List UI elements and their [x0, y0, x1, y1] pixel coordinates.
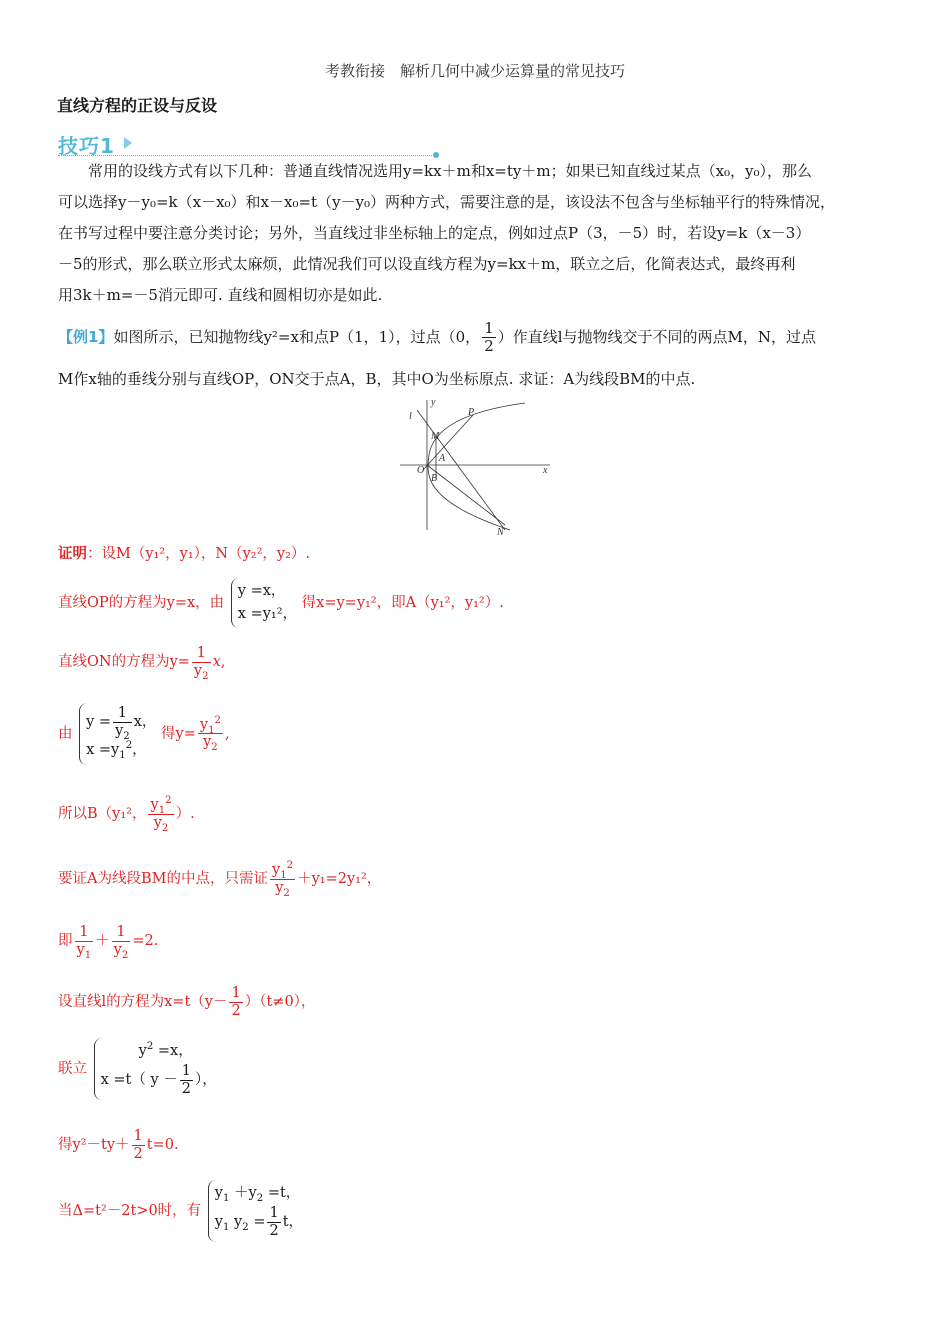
- label-b: B: [431, 473, 438, 484]
- fraction: $\frac{y_1^2}{y_2}$: [271, 860, 294, 899]
- proof-line-2: [58, 578, 504, 628]
- fraction: $\frac{1}{2}$: [133, 1128, 143, 1162]
- proof-text: 所以B（y₁²，: [58, 806, 147, 823]
- label-o: O: [417, 465, 425, 476]
- proof-line-3: 直线ON的方程为y= $\frac{1}{y_2}$ x,: [58, 645, 226, 682]
- proof-text: 即: [58, 933, 73, 950]
- equation-system: $y^2 =x$， x =t（ y － $\frac{1}{2}$ ），: [94, 1038, 217, 1100]
- example-text: ）作直线l与抛物线交于不同的两点M，N，过点: [497, 327, 817, 346]
- example-label: 【例1】: [58, 327, 114, 346]
- section-title: 直线方程的正设与反设: [57, 96, 218, 115]
- proof-text: 联立: [58, 1060, 87, 1077]
- proof-line-11: [58, 1180, 303, 1242]
- label-y: y: [431, 397, 436, 408]
- parabola-curve: [428, 403, 525, 530]
- intro-line: 用3k＋m=－5消元即可. 直线和圆相切亦是如此.: [58, 286, 383, 304]
- fraction: $\frac{1}{y_2}$: [113, 924, 129, 961]
- proof-text: ：设M（y₁²，y₁），N（y₂²，y₂）.: [87, 546, 311, 562]
- line-op: [423, 415, 473, 470]
- fraction: $\frac{y_1^2}{y_2}$: [199, 714, 221, 754]
- equation-system: $y_1 +y_2 =t$， $y_1$ $y_2$ = $\frac{1}{2}$ t，: [208, 1180, 303, 1242]
- proof-line-9: [58, 1038, 217, 1100]
- equation-system: [231, 578, 297, 628]
- proof-line-4: 由 y = $\frac{1}{y_2}$ x， $x =y_1^2$， 得y= $\frac{y_1^2}{y_2}$ ,: [58, 703, 230, 765]
- proof-line-5: 所以B（y₁²， $\frac{y_1^2}{y_2}$ ）.: [58, 795, 195, 834]
- intro-paragraph: [58, 156, 908, 311]
- proof-line-10: [58, 1128, 179, 1162]
- intro-line: 可以选择y－y₀=k（x－x₀）和x－x₀=t（y－y₀）两种方式，需要注意的是，该设法不包含与坐标轴平行的特殊情况，: [58, 193, 836, 211]
- proof-label: 证明: [58, 546, 87, 562]
- proof-text: 得y²－ty＋: [58, 1137, 130, 1154]
- label-n: N: [497, 527, 504, 538]
- proof-text: 设直线l的方程为x=t（y－: [58, 994, 228, 1011]
- proof-line-6: [58, 860, 382, 899]
- fraction: $\frac{1}{y_2}$: [193, 645, 209, 682]
- tip-arrow-icon: [124, 137, 132, 149]
- fraction: $\frac{y_1^2}{y_2}$: [150, 795, 172, 834]
- example-text: 如图所示，已知抛物线y²=x和点P（1，1），过点（0，: [113, 327, 481, 346]
- proof-line-7: 即 $\frac{1}{y_1}$ ＋ $\frac{1}{y_2}$ =2.: [58, 924, 159, 961]
- proof-text: =2.: [132, 933, 159, 950]
- label-m: M: [431, 431, 440, 442]
- proof-line-1: [58, 542, 310, 563]
- intro-line: 在书写过程中要注意分类讨论；另外，当直线过非坐标轴上的定点，例如过点P（3，－5）时，若设y=k（x－3）: [58, 224, 811, 242]
- label-x: x: [543, 465, 548, 476]
- proof-text: ＋y₁=2y₁²，: [297, 871, 382, 888]
- line-on: [427, 465, 505, 525]
- proof-text: t=0.: [146, 1137, 179, 1154]
- label-l: l: [409, 411, 412, 422]
- fraction: $\frac{1}{2}$: [484, 319, 494, 356]
- system-row: x =y₁²，: [237, 606, 298, 623]
- equation-system: y = $\frac{1}{y_2}$ x， $x =y_1^2$，: [79, 703, 156, 765]
- proof-text: ）（t≠0），: [244, 994, 316, 1011]
- proof-text: 由: [58, 725, 73, 742]
- proof-text: 得y=: [161, 725, 196, 742]
- example-line-1: [58, 320, 816, 356]
- proof-text: 直线OP的方程为y=x，由: [58, 595, 225, 612]
- system-row: y =x，: [237, 583, 286, 599]
- proof-text: 得x=y=y₁²，即A（y₁²，y₁²）.: [301, 595, 504, 612]
- proof-text: 当Δ=t²－2t>0时，有: [58, 1202, 202, 1219]
- proof-text: 直线ON的方程为y=: [58, 654, 190, 671]
- intro-line: 常用的设线方式有以下几种：普通直线情况选用y=kx＋m和x=ty＋m；如果已知直线过某点（x₀，y₀），那么: [88, 162, 813, 180]
- proof-text: 要证A为线段BM的中点，只需证: [58, 871, 268, 888]
- fraction: $\frac{1}{2}$: [231, 985, 241, 1019]
- label-p: P: [468, 407, 475, 418]
- tip-label: 技巧1: [58, 134, 115, 158]
- label-a: A: [439, 453, 446, 464]
- example-line-2: M作x轴的垂线分别与直线OP，ON交于点A，B，其中O为坐标原点. 求证：A为线段BM的中点.: [58, 370, 696, 388]
- intro-line: －5的形式，那么联立形式太麻烦，此情况我们可以设直线方程为y=kx＋m，联立之后，化简表达式，最终再利: [58, 255, 796, 273]
- parabola-figure: [395, 395, 560, 540]
- page-header: 考教衔接 解析几何中减少运算量的常见技巧: [324, 62, 625, 80]
- proof-line-8: [58, 985, 315, 1019]
- fraction: $\frac{1}{y_1}$: [76, 924, 92, 961]
